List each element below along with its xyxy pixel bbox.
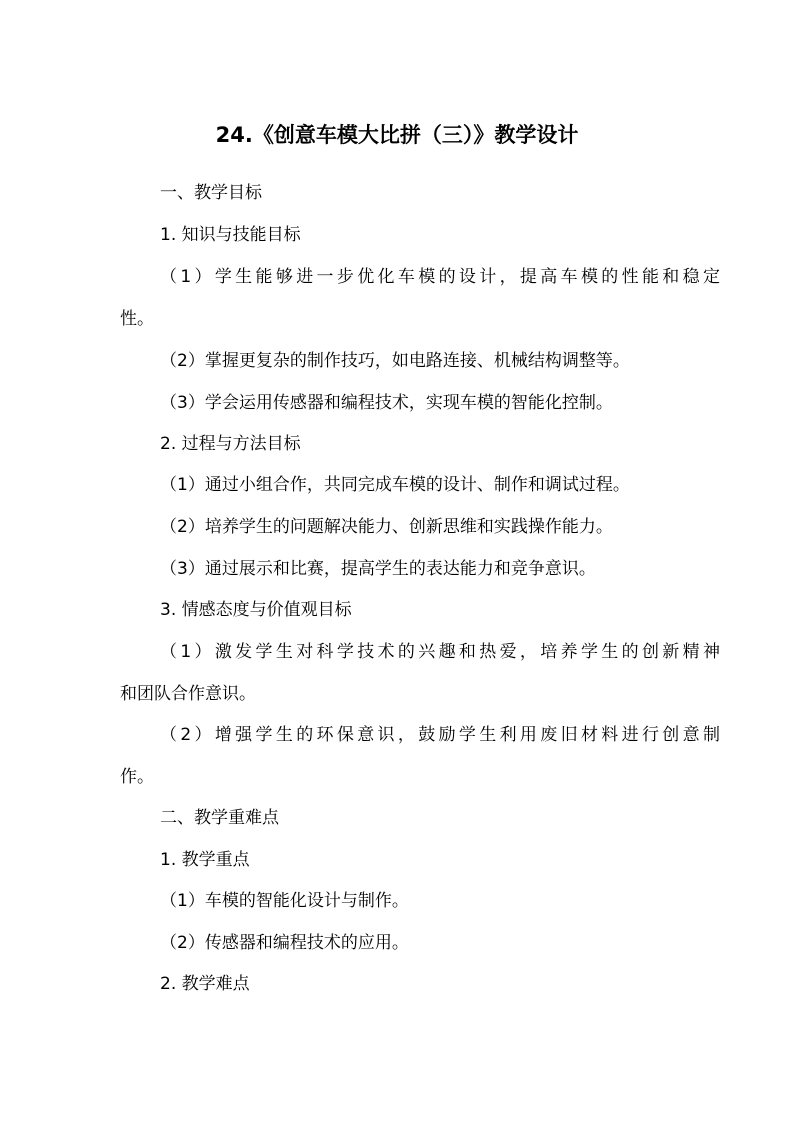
paragraph-line: 作。 (120, 767, 154, 787)
section-heading-key-difficult-points: 二、教学重难点 (160, 808, 279, 828)
subheading-attitude-values: 3. 情感态度与价值观目标 (160, 600, 352, 620)
paragraph-line: （2）掌握更复杂的制作技巧，如电路连接、机械结构调整等。 (160, 351, 630, 371)
paragraph-line: （2）传感器和编程技术的应用。 (160, 933, 409, 953)
paragraph-line: 和团队合作意识。 (120, 684, 256, 704)
paragraph-line: （3）学会运用传感器和编程技术，实现车模的智能化控制。 (160, 393, 613, 413)
page-title: 24.《创意车模大比拼（三）》教学设计 (215, 123, 579, 147)
paragraph-line: （1）激发学生对科学技术的兴趣和热爱，培养学生的创新精神 (160, 642, 720, 662)
paragraph-line: （2）增强学生的环保意识，鼓励学生利用废旧材料进行创意制 (160, 725, 720, 745)
paragraph-line: 性。 (120, 309, 154, 329)
paragraph-line: （3）通过展示和比赛，提高学生的表达能力和竞争意识。 (160, 559, 596, 579)
subheading-difficult-points: 2. 教学难点 (160, 974, 250, 994)
paragraph-line: （1）通过小组合作，共同完成车模的设计、制作和调试过程。 (160, 475, 630, 495)
paragraph-line: （1）车模的智能化设计与制作。 (160, 891, 409, 911)
subheading-process-methods: 2. 过程与方法目标 (160, 434, 301, 454)
section-heading-objectives: 一、教学目标 (160, 183, 262, 203)
subheading-key-points: 1. 教学重点 (160, 850, 250, 870)
paragraph-line: （2）培养学生的问题解决能力、创新思维和实践操作能力。 (160, 517, 613, 537)
paragraph-line: （1）学生能够进一步优化车模的设计，提高车模的性能和稳定 (160, 267, 720, 287)
subheading-knowledge-skills: 1. 知识与技能目标 (160, 225, 301, 245)
